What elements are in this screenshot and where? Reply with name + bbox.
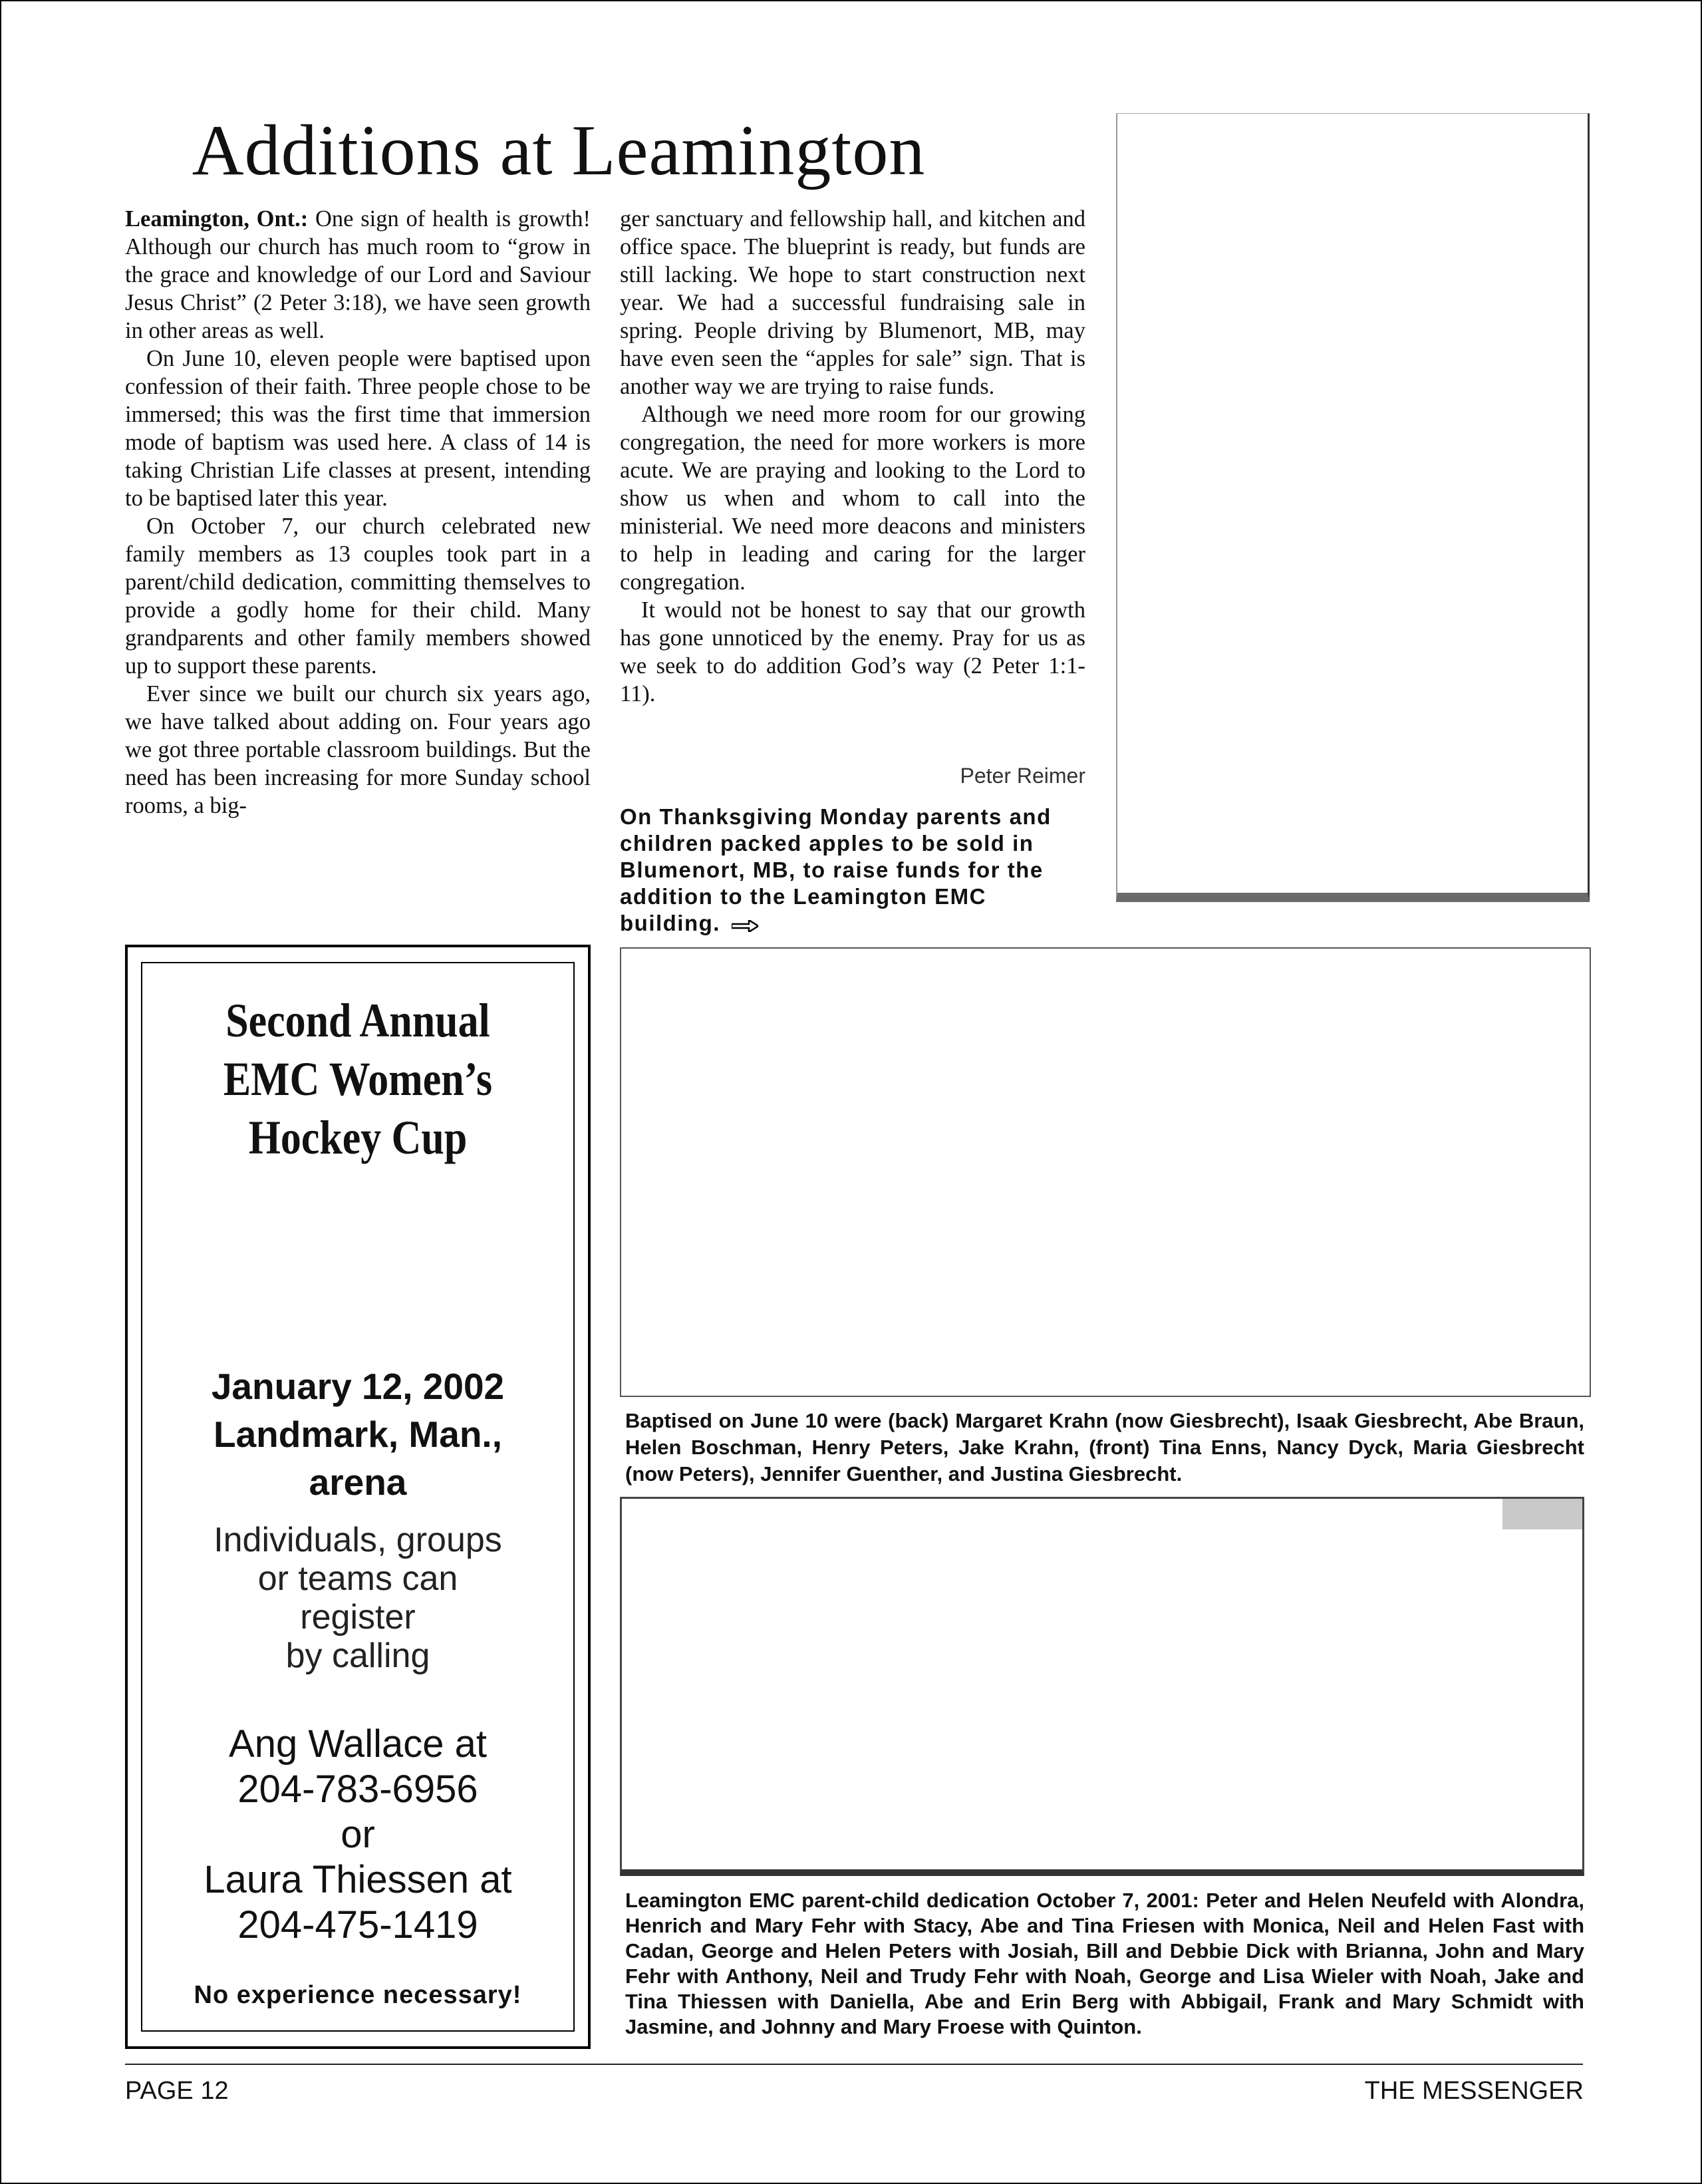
article-paragraph: ger sanctuary and fellowship hall, and kitchen and office space. The blueprint is ready, but funds are still lacking. We hope to start construction next year. We had a successful fundraising sale in spring. People driving by Blumenort, MB, may have even seen the “apples for sale” sign. That is another way we are trying to raise funds. xyxy=(620,206,1085,399)
baptism-photo-caption: Baptised on June 10 were (back) Margaret Krahn (now Giesbrecht), Isaak Giesbrecht, Abe Braun, Helen Boschman, Henry Peters, Jake Krahn, (front) Tina Enns, Nancy Dyck, Maria Giesbrecht (now Peters), Jennifer Guenther, and Justina Giesbrecht. xyxy=(625,1409,1584,1485)
article-byline: Peter Reimer xyxy=(960,764,1085,788)
dedication-group-photo xyxy=(620,1497,1584,1876)
ad-contacts xyxy=(142,1722,573,1948)
photo-background-detail xyxy=(1502,1499,1582,1529)
article-paragraph xyxy=(125,205,591,345)
ad-date-line: January 12, 2002 xyxy=(211,1366,505,1407)
ad-register-line: or teams can xyxy=(257,1559,458,1598)
ad-register-line: by calling xyxy=(285,1637,430,1675)
article-column-1 xyxy=(125,205,591,820)
ad-register-line: Individuals, groups xyxy=(213,1521,502,1559)
article-paragraph: Although we need more room for our growing congregation, the need for more workers is more acute. We are praying and looking to the Lord to show us when and whom to call into the ministerial. We need more deacons and ministers to help in leading and caring for the larger congregation. xyxy=(620,402,1085,595)
ad-title-line: Second Annual xyxy=(225,994,490,1047)
article-paragraph-text: One sign of health is growth! Although our church has much room to “grow in the grace and knowledge of our Lord and Saviour Jesus Christ” (2 Peter 3:18), we have seen growth in other areas as well. xyxy=(125,206,591,343)
apples-photo xyxy=(1116,113,1590,902)
publication-name: THE MESSENGER xyxy=(1364,2077,1584,2105)
apples-caption-text: On Thanksgiving Monday parents and children packed apples to be sold in Blumenort, MB, to raise funds for the addition to the Leamington EMC building. xyxy=(620,804,1052,935)
ad-note: No experience necessary! xyxy=(194,1981,522,2009)
ad-date-location xyxy=(142,1362,573,1506)
baptism-group-photo xyxy=(620,947,1591,1397)
page-number: PAGE 12 xyxy=(125,2077,229,2105)
ad-title-line: EMC Women’s xyxy=(223,1052,493,1106)
article-column-2 xyxy=(620,205,1085,708)
ad-date-line: arena xyxy=(309,1462,407,1503)
ad-contact-line: Ang Wallace at xyxy=(229,1722,487,1766)
ad-inner-frame xyxy=(141,962,575,2032)
article-paragraph: Ever since we built our church six years ago, we have talked about adding on. Four years ago we got three portable classroom buildings. But the need has been increasing for more Sunday school rooms, a big- xyxy=(125,681,591,818)
article-dateline: Leamington, Ont.: xyxy=(125,206,309,232)
ad-title xyxy=(172,991,543,1167)
article-paragraph: On June 10, eleven people were baptised upon confession of their faith. Three people chose to be immersed; this was the first time that immersion mode of baptism was used here. A class of 14 is taking Christian Life classes at present, intending to be baptised later this year. xyxy=(125,346,591,511)
ad-registration-text xyxy=(142,1521,573,1675)
dedication-photo-caption: Leamington EMC parent-child dedication October 7, 2001: Peter and Helen Neufeld with Alondra, Henrich and Mary Fehr with Stacy, Abe and Tina Friesen with Monica, Neil and Helen Fast with Cadan, George and Helen Peters with Josiah, Bill and Debbie Dick with Brianna, John and Mary Fehr with Anthony, Neil and Trudy Fehr with Noah, George and Lisa Wieler with Noah, Jake and Tina Thiessen with Daniella, Abe and Erin Berg with Abbigail, Frank and Mary Schmidt with Jasmine, and Johnny and Mary Froese with Quinton. xyxy=(625,1889,1584,2038)
ad-register-line: register xyxy=(300,1598,416,1637)
hockey-cup-ad xyxy=(125,945,591,2049)
ad-title-line: Hockey Cup xyxy=(248,1111,468,1164)
article-paragraph: It would not be honest to say that our growth has gone unnoticed by the enemy. Pray for us as we seek to do addition God’s way (2 Peter 1:1-11). xyxy=(620,597,1085,706)
ad-contact-line: or xyxy=(341,1813,375,1856)
arrow-right-icon xyxy=(732,911,758,938)
ad-contact-line: Laura Thiessen at xyxy=(204,1858,512,1901)
footer-rule xyxy=(125,2064,1583,2065)
ad-contact-phone: 204-475-1419 xyxy=(237,1903,478,1947)
ad-date-line: Landmark, Man., xyxy=(213,1414,502,1455)
article-headline: Additions at Leamington xyxy=(192,111,926,190)
apples-photo-caption xyxy=(620,804,1085,938)
article-paragraph: On October 7, our church celebrated new family members as 13 couples took part in a parent/child dedication, committing themselves to provide a godly home for their child. Many grandparents and other family members showed up to support these parents. xyxy=(125,514,591,679)
ad-contact-phone: 204-783-6956 xyxy=(237,1768,478,1811)
